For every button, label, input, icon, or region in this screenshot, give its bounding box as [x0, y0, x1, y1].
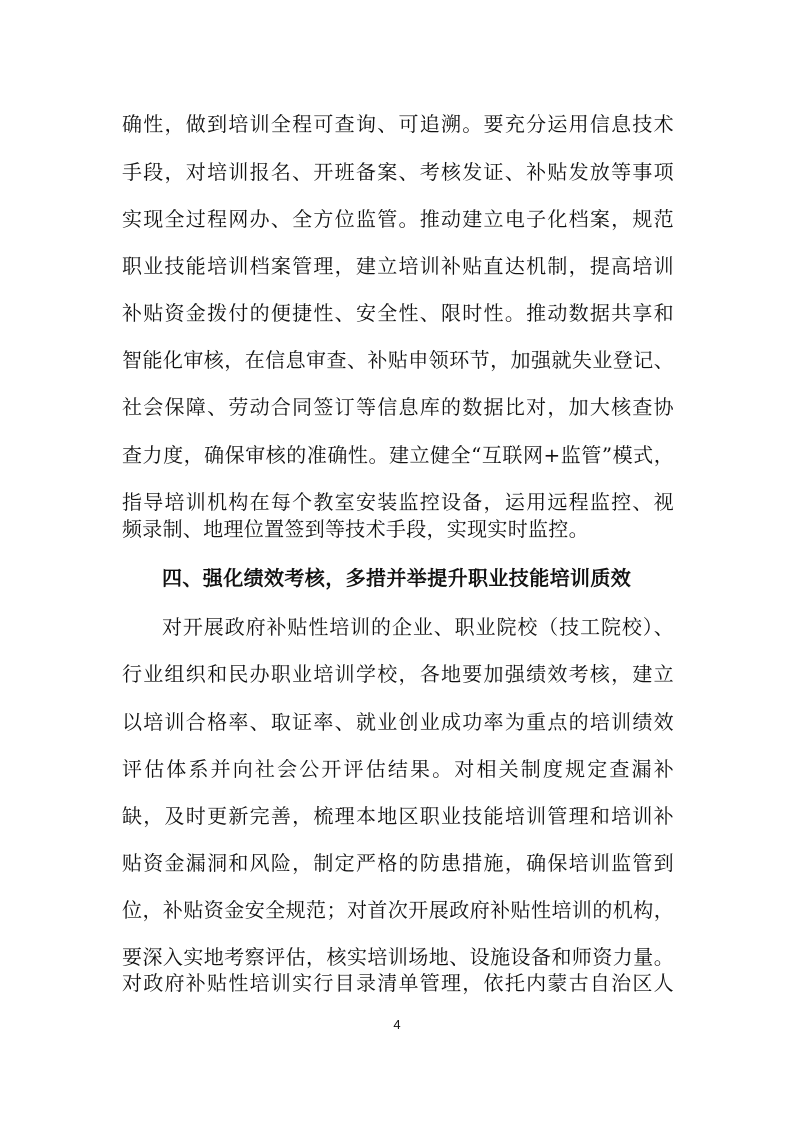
- paragraph-line: 智能化审核，在信息审查、补贴申领环节，加强就失业登记、: [122, 348, 674, 372]
- paragraph-line: 手段，对培训报名、开班备案、考核发证、补贴发放等事项: [122, 160, 674, 184]
- page-number: 4: [393, 1017, 401, 1032]
- paragraph-line: 评估体系并向社会公开评估结果。对相关制度规定查漏补: [122, 757, 674, 781]
- paragraph-line: 补贴资金拨付的便捷性、安全性、限时性。推动数据共享和: [122, 301, 674, 325]
- paragraph-line: 实现全过程网办、全方位监管。推动建立电子化档案，规范: [122, 207, 674, 231]
- paragraph-line: 职业技能培训档案管理，建立培训补贴直达机制，提高培训: [122, 254, 674, 278]
- paragraph-line: 缺，及时更新完善，梳理本地区职业技能培训管理和培训补: [122, 804, 674, 828]
- paragraph-line: 指导培训机构在每个教室安装监控设备，运用远程监控、视: [122, 490, 674, 514]
- paragraph-line: 以培训合格率、取证率、就业创业成功率为重点的培训绩效: [122, 710, 674, 734]
- paragraph-line: 社会保障、劳动合同签订等信息库的数据比对，加大核查协: [122, 395, 674, 419]
- paragraph-line: 要深入实地考察评估，核实培训场地、设施设备和师资力量。: [122, 945, 674, 969]
- paragraph-line: 确性，做到培训全程可查询、可追溯。要充分运用信息技术: [122, 112, 674, 136]
- paragraph-line: 查力度，确保审核的准确性。建立健全“互联网+监管”模式，: [122, 443, 674, 467]
- paragraph-line: 行业组织和民办职业培训学校，各地要加强绩效考核，建立: [122, 662, 674, 686]
- paragraph-line: 频录制、地理位置签到等技术手段，实现实时监控。: [122, 517, 589, 541]
- paragraph-line: 贴资金漏洞和风险，制定严格的防患措施，确保培训监管到: [122, 851, 674, 875]
- paragraph-line: 对开展政府补贴性培训的企业、职业院校（技工院校）、: [162, 615, 674, 639]
- section-heading: 四、强化绩效考核，多措并举提升职业技能培训质效: [162, 566, 632, 590]
- paragraph-line: 位，补贴资金安全规范；对首次开展政府补贴性培训的机构，: [122, 898, 674, 922]
- paragraph-line: 对政府补贴性培训实行目录清单管理，依托内蒙古自治区人: [122, 971, 674, 995]
